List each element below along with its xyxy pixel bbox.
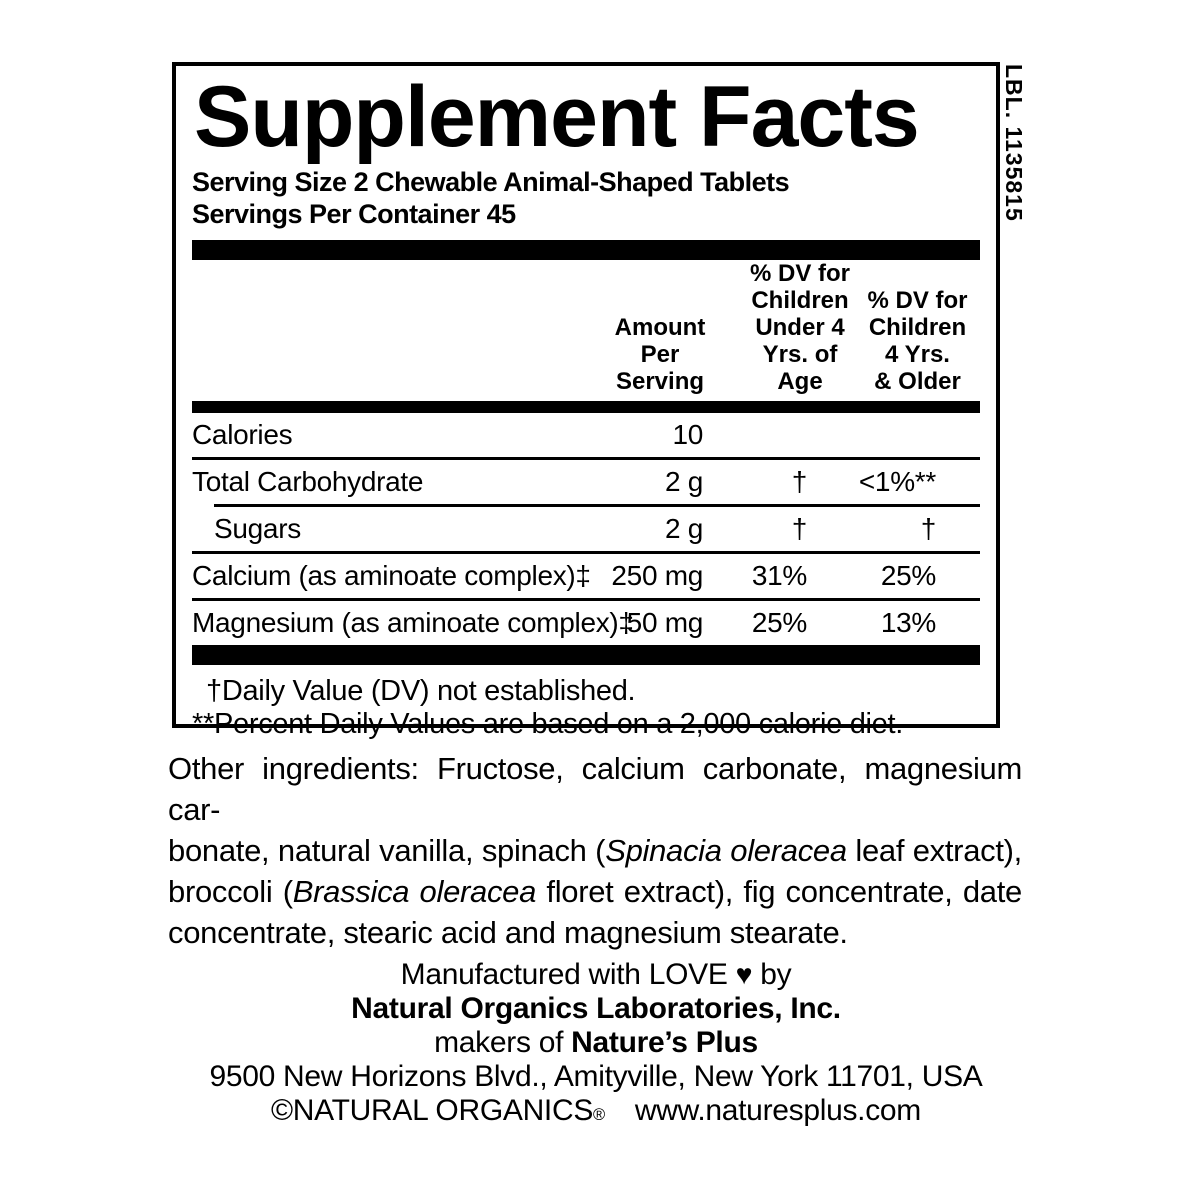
text-segment: floret extract), fig concentrate, date — [536, 874, 1022, 909]
nutrient-row — [192, 598, 980, 645]
amount-value: 2 g — [664, 513, 703, 544]
text-segment: by — [752, 958, 792, 991]
text-line — [168, 748, 1022, 830]
amount-value: 2 g — [664, 466, 703, 497]
text-line — [168, 912, 1022, 953]
separator-bar-top — [192, 240, 980, 260]
dv-under4-value: 31% — [751, 560, 807, 591]
text-line — [166, 992, 1026, 1026]
text-segment: ® — [593, 1106, 605, 1124]
text-segment: Spinacia oleracea — [605, 833, 847, 868]
text-line — [166, 958, 1026, 992]
text-segment: ©NATURAL ORGANICS — [271, 1094, 594, 1127]
serving-size-text: Serving Size 2 Chewable Animal-Shaped Tablets — [192, 167, 790, 197]
column-header-dv-4plus: % DV for Children 4 Yrs. & Older — [867, 287, 968, 395]
text-segment: Brassica oleracea — [292, 874, 537, 909]
nutrient-row — [214, 504, 980, 551]
text-segment: Manufactured with LOVE — [400, 958, 736, 991]
dv-under4-value: † — [791, 466, 807, 497]
text-line — [166, 1026, 1026, 1060]
text-segment: Natural Organics Laboratories, Inc. — [351, 992, 841, 1025]
text-segment: broccoli ( — [168, 874, 293, 909]
dv-4plus-value: 25% — [880, 560, 936, 591]
servings-per-container-text: Servings Per Container 45 — [192, 199, 516, 229]
separator-bar-header — [192, 401, 980, 413]
text-segment: Other ingredients: Fructose, calcium carbonate, magnesium car- — [168, 751, 1022, 827]
dv-4plus-value: 13% — [880, 607, 936, 638]
text-segment: 9500 New Horizons Blvd., Amityville, New York 11701, USA — [209, 1060, 983, 1093]
column-header-amount: Amount Per Serving — [614, 314, 706, 395]
text-line — [168, 871, 1022, 912]
label-code-vertical: LBL. 1135815 — [1001, 64, 1027, 222]
text-segment: makers of — [434, 1026, 572, 1059]
supplement-facts-title: Supplement Facts — [194, 69, 919, 165]
footnote-daily-value: †Daily Value (DV) not established. — [206, 675, 636, 707]
nutrient-rows — [192, 413, 980, 645]
heart-icon: ♥ — [735, 959, 753, 991]
text-segment: www.naturesplus.com — [634, 1094, 921, 1127]
dv-4plus-value: † — [920, 513, 936, 544]
nutrient-name: Calories — [192, 419, 293, 450]
dv-4plus-value: <1%** — [858, 466, 936, 497]
nutrient-name: Magnesium (as aminoate complex)‡ — [192, 607, 634, 638]
text-segment: concentrate, stearic acid and magnesium stearate. — [168, 915, 848, 950]
text-line — [168, 830, 1022, 871]
nutrient-row — [192, 457, 980, 504]
nutrient-name: Total Carbohydrate — [192, 466, 424, 497]
nutrient-name: Calcium (as aminoate complex)‡ — [192, 560, 591, 591]
amount-value: 250 mg — [611, 560, 703, 591]
column-header-dv-under4: % DV for Children Under 4 Yrs. of Age — [749, 260, 850, 395]
text-segment: leaf extract), — [846, 833, 1022, 868]
dv-under4-value: 25% — [751, 607, 807, 638]
footnote-percent-dv: **Percent Daily Values are based on a 2,000 calorie diet. — [192, 708, 904, 740]
manufacturer-footer — [166, 958, 1026, 1132]
text-segment: bonate, natural vanilla, spinach ( — [168, 833, 606, 868]
text-line — [166, 1094, 1026, 1132]
amount-value: 50 mg — [626, 607, 703, 638]
nutrient-row — [192, 551, 980, 598]
nutrient-row — [192, 413, 980, 457]
footnotes — [192, 675, 980, 741]
separator-bar-bottom — [192, 645, 980, 665]
supplement-facts-box — [172, 62, 1000, 740]
other-ingredients-paragraph — [168, 748, 1022, 953]
text-line — [166, 1060, 1026, 1094]
dv-under4-value: † — [791, 513, 807, 544]
nutrient-name: Sugars — [214, 513, 301, 544]
column-header-row — [192, 260, 980, 401]
amount-value: 10 — [672, 419, 703, 450]
text-segment: Nature’s Plus — [571, 1026, 758, 1059]
